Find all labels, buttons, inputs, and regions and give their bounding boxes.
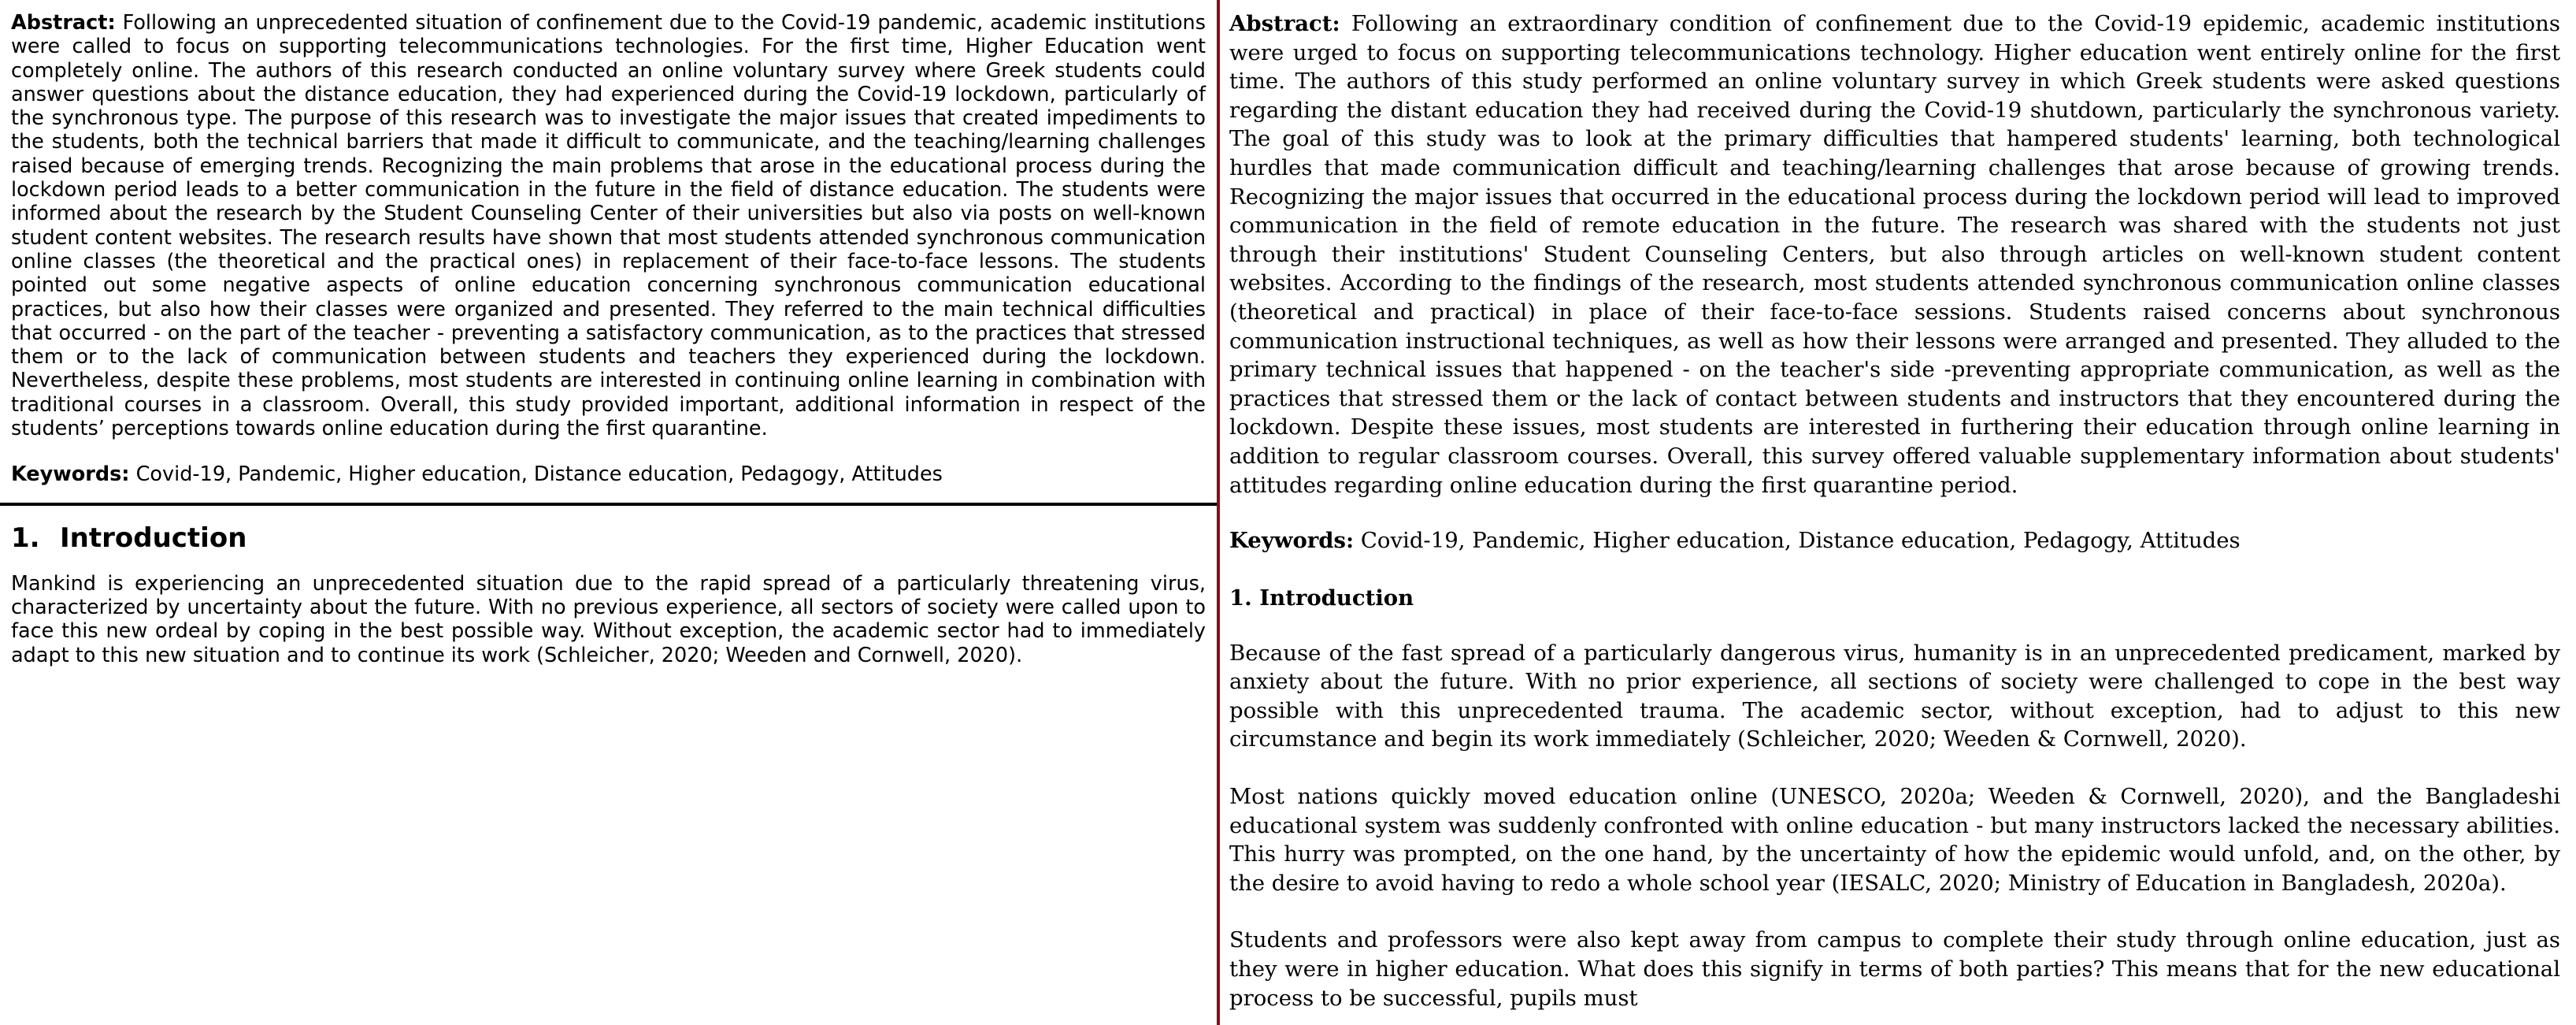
keywords-label: Keywords: (11, 462, 130, 487)
section-divider (0, 503, 1217, 506)
keywords-line (1229, 526, 2560, 555)
intro-paragraph-3: Students and professors were also kept away from campus to complete their study through online education, just as they were in higher education. What does this signify in terms of both parties? This means that for the new educational process to be successful, pupils must (1229, 927, 2560, 1011)
abstract-text: Following an unprecedented situation of confinement due to the Covid-19 pandemic, academic institutions were called to focus on supporting telecommunications technologies. For the first time, Higher Education went completely online. The authors of this research conducted an online voluntary survey where Greek students could answer questions about the distance education, they had experienced during the Covid-19 lockdown, particularly of the synchronous type. The purpose of this research was to investigate the major issues that created impediments to the students, both the technical barriers that made it difficult to communicate, and the teaching/learning challenges raised because of emerging trends. Recognizing the main problems that arose in the educational process during the lockdown period leads to a better communication in the future in the field of distance education. The students were informed about the research by the Student Counseling Center of their universities but also via posts on well-known student content websites. The research results have shown that most students attended synchronous communication online classes (the theoretical and the practical ones) in replacement of their face-to-face lessons. The students pointed out some negative aspects of online education concerning synchronous communication educational practices, but also how their classes were organized and presented. They referred to the main technical difficulties that occurred - on the part of the teacher - preventing a satisfactory communication, as to the practices that stressed them or to the lack of communication between students and teachers they experienced during the lockdown. Nevertheless, despite these problems, most students are interested in continuing online learning in combination with traditional courses in a classroom. Overall, this study provided important, additional information in respect of the students’ perceptions towards online education during the first quarantine. (11, 11, 1206, 441)
section-heading: 1. Introduction (1229, 585, 1414, 611)
section-heading (11, 522, 1206, 555)
section-number: 1. (11, 522, 40, 554)
paraphrased-text-column (1220, 0, 2576, 1025)
abstract-paragraph (1229, 9, 2560, 500)
intro-paragraph: Mankind is experiencing an unprecedented situation due to the rapid spread of a particularly threatening virus, characterized by uncertainty about the future. With no previous experience, all sectors of society were called upon to face this new ordeal by coping in the best possible way. Without exception, the academic sector had to immediately adapt to this new situation and to continue its work (Schleicher, 2020; Weeden and Cornwell, 2020). (11, 571, 1206, 667)
keywords-label: Keywords: (1229, 528, 1355, 554)
abstract-text: Following an extraordinary condition of confinement due to the Covid-19 epidemic, academic institutions were urged to focus on supporting telecommunications technology. Higher education went entirely online for the first time. The authors of this study performed an online voluntary survey in which Greek students were asked questions regarding the distant education they had received during the Covid-19 shutdown, particularly the synchronous variety. The goal of this study was to look at the primary difficulties that hampered students' learning, both technological hurdles that made communication difficult and teaching/learning challenges that arose because of growing trends. Recognizing the major issues that occurred in the educational process during the lockdown period will lead to improved communication in the field of remote education in the future. The research was shared with the students not just through their institutions' Student Counseling Centers, but also through articles on well-known student content websites. According to the findings of the research, most students attended synchronous communication online classes (theoretical and practical) in place of their face-to-face sessions. Students raised concerns about synchronous communication instructional techniques, as well as how their lessons were arranged and presented. They alluded to the primary technical issues that happened - on the teacher's side -preventing appropriate communication, as well as the practices that stressed them or the lack of contact between students and instructors that they encountered during the lockdown. Despite these issues, most students are interested in furthering their education through online learning in addition to regular classroom courses. Overall, this survey offered valuable supplementary information about students' attitudes regarding online education during the first quarantine period. (1229, 11, 2560, 498)
keywords-line (11, 462, 1206, 486)
abstract-label: Abstract: (1229, 11, 1340, 36)
abstract-paragraph (11, 11, 1206, 440)
intro-paragraph-1: Because of the fast spread of a particularly dangerous virus, humanity is in an unprecedented predicament, marked by anxiety about the future. With no prior experience, all sections of society were challenged to cope in the best way possible with this unprecedented trauma. The academic sector, without exception, had to adjust to this new circumstance and begin its work immediately (Schleicher, 2020; Weeden & Cornwell, 2020). (1229, 640, 2560, 752)
intro-paragraph-2: Most nations quickly moved education online (UNESCO, 2020a; Weeden & Cornwell, 2020), and the Bangladeshi educational system was suddenly confronted with online education - but many instructors lacked the necessary abilities. This hurry was prompted, on the one hand, by the uncertainty of how the epidemic would unfold, and, on the other, by the desire to avoid having to redo a whole school year (IESALC, 2020; Ministry of Education in Bangladesh, 2020a). (1229, 784, 2560, 896)
abstract-label: Abstract: (11, 11, 116, 35)
keywords-text: Covid-19, Pandemic, Higher education, Distance education, Pedagogy, Attitudes (135, 462, 943, 487)
original-text-column (0, 0, 1217, 1025)
section-title: Introduction (60, 522, 247, 554)
keywords-text: Covid-19, Pandemic, Higher education, Distance education, Pedagogy, Attitudes (1360, 528, 2241, 554)
